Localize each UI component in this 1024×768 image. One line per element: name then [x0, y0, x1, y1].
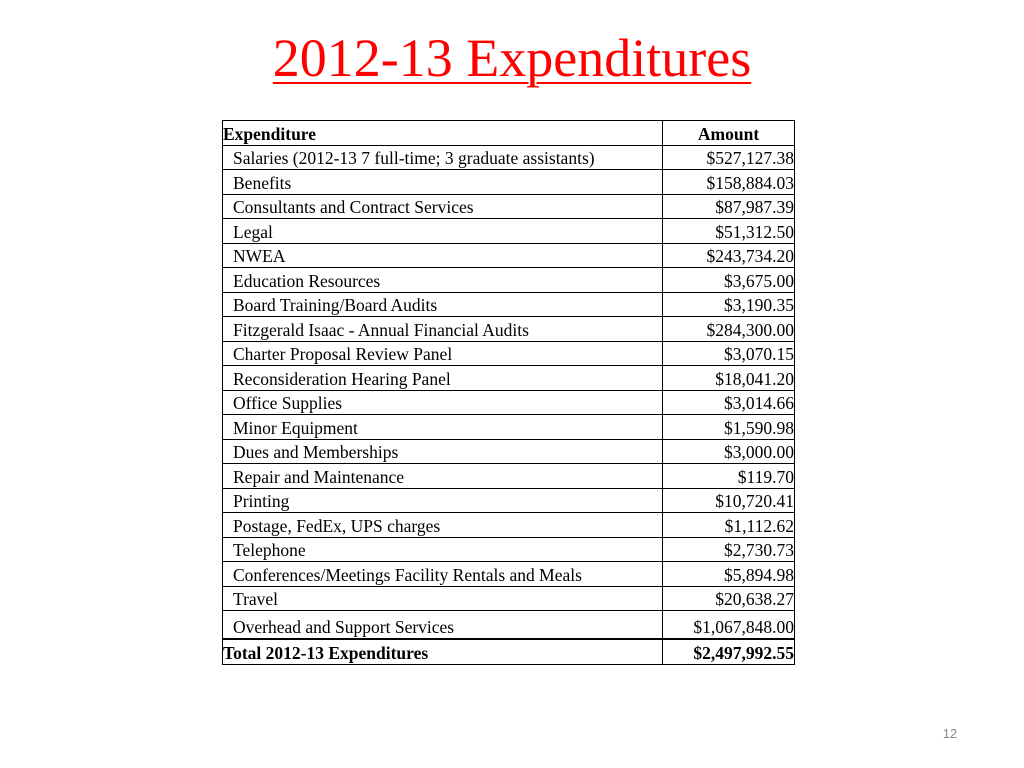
expenditure-name: Dues and Memberships — [223, 439, 663, 464]
expenditure-amount: $18,041.20 — [663, 366, 795, 391]
expenditure-name: Postage, FedEx, UPS charges — [223, 513, 663, 538]
expenditure-name: Minor Equipment — [223, 415, 663, 440]
expenditure-table — [222, 120, 795, 665]
expenditure-name: Charter Proposal Review Panel — [223, 341, 663, 366]
table-row — [223, 537, 795, 562]
page-number: 12 — [942, 726, 958, 741]
expenditure-amount: $87,987.39 — [663, 194, 795, 219]
header-expenditure: Expenditure — [223, 121, 663, 146]
table-row — [223, 513, 795, 538]
expenditure-amount: $1,067,848.00 — [663, 611, 795, 640]
expenditure-amount: $3,675.00 — [663, 268, 795, 293]
expenditure-amount: $10,720.41 — [663, 488, 795, 513]
expenditure-amount: $3,014.66 — [663, 390, 795, 415]
expenditure-name: Salaries (2012-13 7 full-time; 3 graduate assistants) — [223, 145, 663, 170]
table-row — [223, 562, 795, 587]
expenditure-name: Benefits — [223, 170, 663, 195]
expenditure-name: Conferences/Meetings Facility Rentals and Meals — [223, 562, 663, 587]
expenditure-amount: $158,884.03 — [663, 170, 795, 195]
table-row — [223, 292, 795, 317]
expenditure-name: Board Training/Board Audits — [223, 292, 663, 317]
expenditure-name: Overhead and Support Services — [223, 611, 663, 640]
table-row — [223, 611, 795, 640]
expenditure-name: Reconsideration Hearing Panel — [223, 366, 663, 391]
expenditure-name: NWEA — [223, 243, 663, 268]
expenditure-name: Printing — [223, 488, 663, 513]
expenditure-amount: $2,730.73 — [663, 537, 795, 562]
expenditure-name: Legal — [223, 219, 663, 244]
expenditure-amount: $1,590.98 — [663, 415, 795, 440]
table-row — [223, 415, 795, 440]
expenditure-amount: $243,734.20 — [663, 243, 795, 268]
table-row — [223, 390, 795, 415]
table-total-row — [223, 639, 795, 664]
page-title: 2012-13 Expenditures — [272, 28, 752, 88]
total-label: Total 2012-13 Expenditures — [223, 639, 663, 664]
table-row — [223, 439, 795, 464]
table-row — [223, 219, 795, 244]
expenditure-amount: $3,000.00 — [663, 439, 795, 464]
header-amount: Amount — [663, 121, 795, 146]
expenditure-amount: $527,127.38 — [663, 145, 795, 170]
table-row — [223, 366, 795, 391]
table-row — [223, 464, 795, 489]
expenditure-name: Fitzgerald Isaac - Annual Financial Audits — [223, 317, 663, 342]
table-row — [223, 243, 795, 268]
expenditure-amount: $20,638.27 — [663, 586, 795, 611]
table-row — [223, 145, 795, 170]
expenditure-name: Travel — [223, 586, 663, 611]
expenditure-name: Education Resources — [223, 268, 663, 293]
expenditure-amount: $119.70 — [663, 464, 795, 489]
table-row — [223, 488, 795, 513]
expenditure-amount: $284,300.00 — [663, 317, 795, 342]
expenditure-name: Consultants and Contract Services — [223, 194, 663, 219]
expenditure-amount: $3,190.35 — [663, 292, 795, 317]
expenditure-name: Repair and Maintenance — [223, 464, 663, 489]
table-header-row — [223, 121, 795, 146]
table-row — [223, 170, 795, 195]
expenditure-amount: $5,894.98 — [663, 562, 795, 587]
expenditure-name: Office Supplies — [223, 390, 663, 415]
expenditure-amount: $51,312.50 — [663, 219, 795, 244]
table-row — [223, 194, 795, 219]
expenditure-amount: $1,112.62 — [663, 513, 795, 538]
table-row — [223, 341, 795, 366]
expenditure-amount: $3,070.15 — [663, 341, 795, 366]
table-row — [223, 586, 795, 611]
table-row — [223, 317, 795, 342]
table-row — [223, 268, 795, 293]
total-amount: $2,497,992.55 — [663, 639, 795, 664]
expenditure-name: Telephone — [223, 537, 663, 562]
